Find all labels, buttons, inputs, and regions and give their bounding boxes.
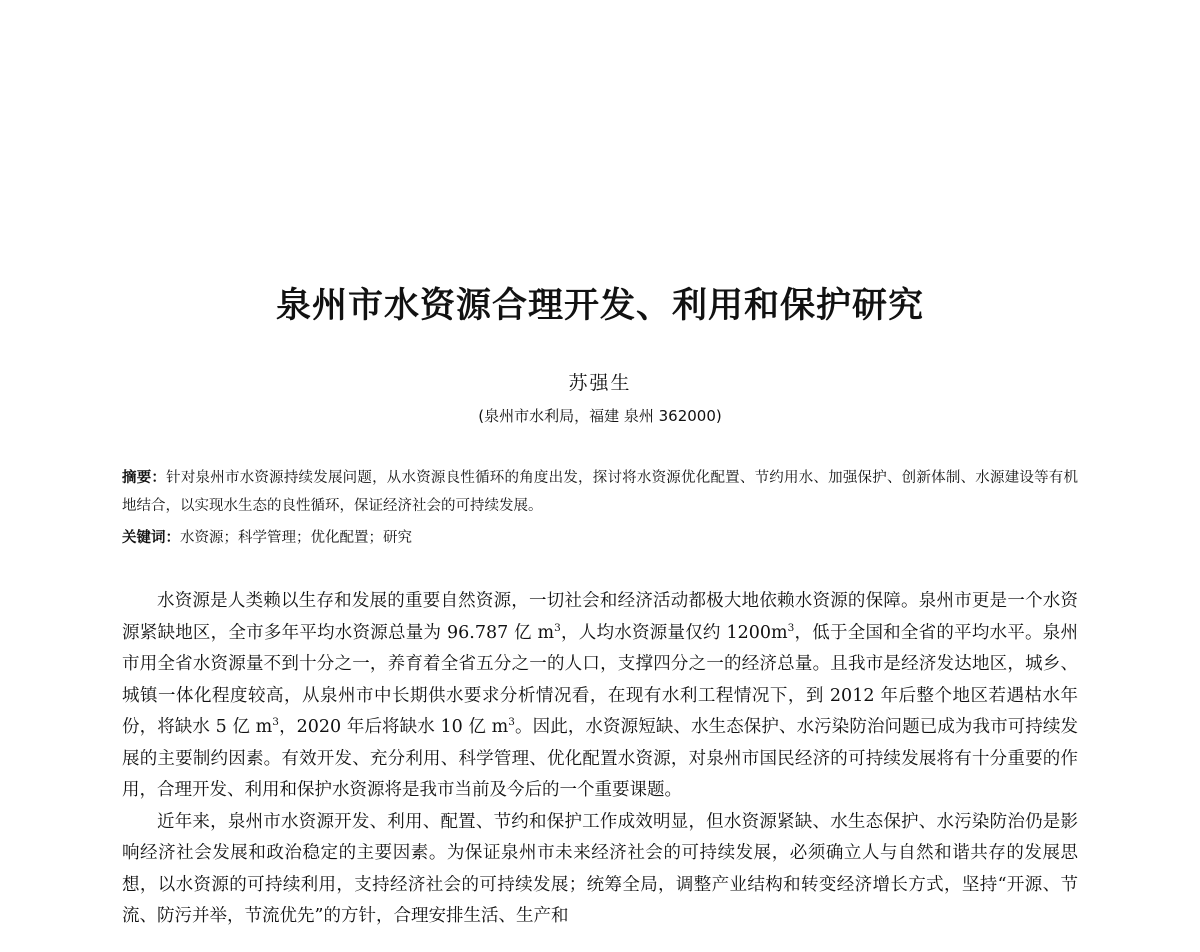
abstract-label: 摘要： [122, 470, 167, 486]
p1-text-4: ，2020 年后将缺水 10 亿 m [278, 717, 509, 737]
body-text [122, 586, 1078, 933]
p1-text-5: 。因此，水资源短缺、水生态保护、水污染防治问题已成为我市可持续发展的主要制约因素。有效开发、充分利用、科学管理、优化配置水资源，对泉州市国民经济的可持续发展将有十分重要的作用，合理开发、利用和保护水资源将是我市当前及今后的一个重要课题。 [122, 717, 1078, 800]
abstract [122, 464, 1078, 520]
keywords-text: 水资源；科学管理；优化配置；研究 [180, 530, 412, 546]
keywords [122, 524, 1078, 552]
p1-text-3: ，低于全国和全省的平均水平。泉州市用全省水资源量不到十分之一，养育着全省五分之一的人口，支撑四分之一的经济总量。且我市是经济发达地区，城乡、城镇一体化程度较高，从泉州市中长期供水要求分析情况看，在现有水利工程情况下，到 2012 年后整个地区若遇枯水年份，将缺水 5 亿 m [122, 622, 1079, 737]
p1-superscript-2: 3 [787, 621, 795, 634]
p1-superscript-3: 3 [272, 716, 279, 729]
author-affiliation: (泉州市水利局，福建 泉州 362000) [478, 407, 722, 425]
author-name: 苏强生 [568, 372, 632, 394]
body-paragraph-2: 近年来，泉州市水资源开发、利用、配置、节约和保护工作成效明显，但水资源紧缺、水生态保护、水污染防治仍是影响经济社会发展和政治稳定的主要因素。为保证泉州市未来经济社会的可持续发展，必须确立人与自然和谐共存的发展思想，以水资源的可持续利用，支持经济社会的可持续发展；统筹全局，调整产业结构和转变经济增长方式，坚持“开源、节流、防污并举，节流优先”的方针，合理安排生活、生产和 [122, 811, 1078, 926]
abstract-text: 针对泉州市水资源持续发展问题，从水资源良性循环的角度出发，探讨将水资源优化配置、节约用水、加强保护、创新体制、水源建设等有机地结合，以实现水生态的良性循环，保证经济社会的可持续发展。 [122, 470, 1079, 514]
keywords-label: 关键词： [122, 530, 180, 546]
p1-text-1: 水资源是人类赖以生存和发展的重要自然资源，一切社会和经济活动都极大地依赖水资源的保障。泉州市更是一个水资源紧缺地区，全市多年平均水资源总量为 96.787 亿 m [122, 591, 1078, 643]
p1-superscript-4: 3 [508, 716, 515, 729]
p1-superscript-1: 3 [554, 621, 561, 634]
body-paragraph-1 [122, 586, 1078, 807]
paper-title: 泉州市水资源合理开发、利用和保护研究 [275, 286, 924, 326]
p1-text-2: ，人均水资源量仅约 1200m [560, 622, 788, 643]
